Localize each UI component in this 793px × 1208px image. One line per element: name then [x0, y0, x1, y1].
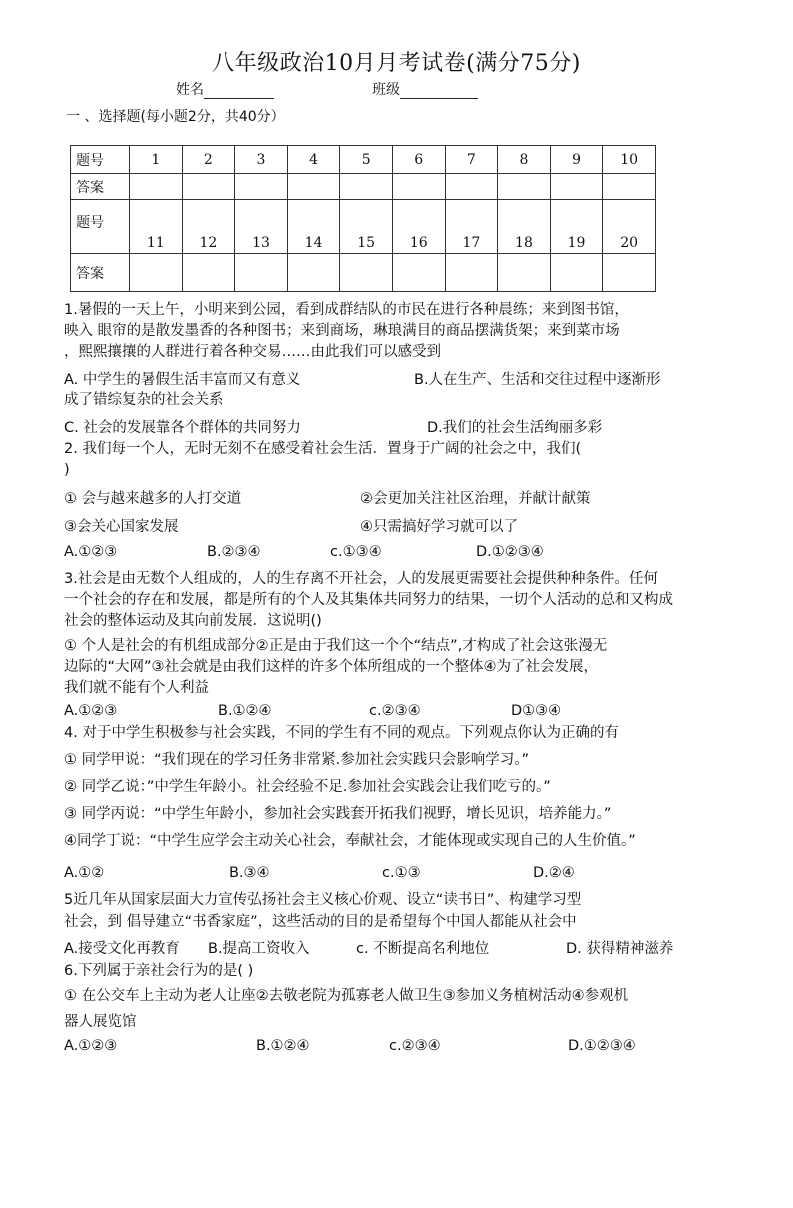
q5-option-b: B.提高工资收入 [208, 941, 310, 957]
q5-option-a: A.接受文化再教育 [64, 941, 180, 957]
question-number: 6 [392, 146, 445, 174]
q3-option-d: D①③④ [511, 703, 562, 719]
answer-cell[interactable] [130, 174, 183, 200]
q1-option-c: C. 社会的发展靠各个群体的共同努力 [64, 420, 301, 436]
q2-statement-1: ① 会与越来越多的人打交道 [64, 491, 242, 507]
q1-stem: 1.暑假的一天上午，小明来到公园，看到成群结队的市民在进行各种晨练；来到图书馆， [64, 302, 629, 318]
q1-option-d: D.我们的社会生活绚丽多彩 [427, 420, 603, 436]
name-blank[interactable] [204, 84, 274, 99]
question-number: 2 [182, 146, 235, 174]
ans-label: 答案 [71, 254, 130, 292]
q5-option-c: c. 不断提高名利地位 [356, 941, 490, 957]
answer-cell[interactable] [550, 174, 603, 200]
q3-stem: 一个社会的存在和发展，都是所有的个人及其集体共同努力的结果，一切个人活动的总和又构成 [64, 592, 673, 608]
answer-cell[interactable] [287, 254, 340, 292]
num-label: 题号 [71, 146, 130, 174]
q3-option-b: B.①②④ [218, 703, 272, 719]
q3-stem: 3.社会是由无数个人组成的，人的生存离不开社会，人的发展更需要社会提供种种条件。任何 [64, 571, 658, 587]
q3-stem: 社会的整体运动及其向前发展．这说明() [64, 613, 322, 629]
question-number: 1 [130, 146, 183, 174]
answer-cell[interactable] [235, 254, 288, 292]
q4-statement-3: ③ 同学丙说：“中学生年龄小，参加社会实践套开拓我们视野，增长见识，培养能力。” [64, 806, 612, 822]
question-number: 4 [287, 146, 340, 174]
question-number: 18 [498, 200, 551, 254]
q3-statements: ① 个人是社会的有机组成部分②正是由于我们这一个个“结点”,才构成了社会这张漫无 [64, 638, 608, 654]
ans-label: 答案 [71, 174, 130, 200]
answer-cell[interactable] [550, 254, 603, 292]
q2-option-b: B.②③④ [207, 544, 261, 560]
q1-stem: ，熙熙攘攘的人群进行着各种交易……由此我们可以感受到 [64, 344, 441, 360]
name-label: 姓名 [176, 82, 204, 98]
answer-cell[interactable] [130, 254, 183, 292]
q6-statements: ① 在公交车上主动为老人让座②去敬老院为孤寡老人做卫生③参加义务植树活动④参观机 [64, 988, 629, 1004]
q3-option-a: A.①②③ [64, 703, 118, 719]
q5-stem: 社会，到 倡导建立“书香家庭”，这些活动的目的是希望每个中国人都能从社会中 [64, 914, 577, 930]
question-number-row [71, 200, 656, 254]
question-number-row [71, 146, 656, 174]
answer-cell[interactable] [340, 254, 393, 292]
q2-option-a: A.①②③ [64, 544, 118, 560]
q3-statements: 我们就不能有个人利益 [64, 680, 209, 696]
question-number: 11 [130, 200, 183, 254]
answer-cell[interactable] [498, 254, 551, 292]
q2-stem: 2. 我们每一个人，无时无刻不在感受着社会生活．置身于广阔的社会之中，我们( [64, 441, 582, 457]
answer-cell[interactable] [287, 174, 340, 200]
section-title: 一 、选择题(每小题2分，共40分） [66, 109, 285, 125]
q6-option-a: A.①②③ [64, 1038, 118, 1054]
q2-option-c: c.①③④ [330, 544, 382, 560]
q1-option-a: A. 中学生的暑假生活丰富而又有意义 [64, 372, 301, 388]
answer-cell[interactable] [603, 174, 656, 200]
q2-statement-2: ②会更加关注社区治理，并献计献策 [360, 491, 591, 507]
q5-option-d: D. 获得精神滋养 [566, 941, 674, 957]
q4-option-c: c.①③ [382, 865, 421, 881]
class-blank[interactable] [400, 84, 478, 99]
q2-stem: ) [64, 462, 70, 478]
question-number: 20 [603, 200, 656, 254]
answer-cell[interactable] [603, 254, 656, 292]
answer-cell[interactable] [182, 254, 235, 292]
answer-cell[interactable] [392, 254, 445, 292]
q1-stem: 映入 眼帘的是散发墨香的各种图书；来到商场，琳琅满目的商品摆满货架；来到菜市场 [64, 323, 620, 339]
question-number: 7 [445, 146, 498, 174]
num-label: 题号 [71, 200, 130, 254]
q4-stem: 4. 对于中学生积极参与社会实践，不同的学生有不同的观点。下列观点你认为正确的有 [64, 725, 619, 741]
q3-option-c: c.②③④ [369, 703, 421, 719]
question-number: 3 [235, 146, 288, 174]
q6-statements: 器人展览馆 [64, 1014, 137, 1030]
q6-option-b: B.①②④ [256, 1038, 310, 1054]
question-number: 14 [287, 200, 340, 254]
question-number: 16 [392, 200, 445, 254]
question-number: 15 [340, 200, 393, 254]
q2-statement-4: ④只需搞好学习就可以了 [360, 519, 518, 535]
class-field [372, 79, 478, 99]
question-number: 10 [603, 146, 656, 174]
answer-cell[interactable] [235, 174, 288, 200]
q2-option-d: D.①②③④ [476, 544, 544, 560]
answer-row [71, 174, 656, 200]
q4-statement-4: ④同学丁说：“中学生应学会主动关心社会，奉献社会，才能体现或实现自己的人生价值。” [64, 833, 636, 849]
q5-stem: 5近几年从国家层面大力宣传弘扬社会主义核心价观、设立“读书日”、构建学习型 [64, 892, 582, 908]
answer-cell[interactable] [182, 174, 235, 200]
q6-option-c: c.②③④ [389, 1038, 441, 1054]
answer-cell[interactable] [445, 254, 498, 292]
page-title: 八年级政治10月月考试卷(满分75分) [212, 51, 581, 76]
q2-statement-3: ③会关心国家发展 [64, 519, 179, 535]
answer-cell[interactable] [340, 174, 393, 200]
answer-row [71, 254, 656, 292]
question-number: 17 [445, 200, 498, 254]
q1-option-b-cont: 成了错综复杂的社会关系 [64, 392, 224, 408]
q6-stem: 6.下列属于亲社会行为的是( ) [64, 963, 254, 979]
answer-table [70, 145, 656, 292]
q3-statements: 边际的“大网”③社会就是由我们这样的许多个体所组成的一个整体④为了社会发展， [64, 659, 599, 675]
answer-cell[interactable] [498, 174, 551, 200]
question-number: 19 [550, 200, 603, 254]
q1-option-b: B.人在生产、生活和交往过程中逐渐形 [414, 372, 661, 388]
name-field [176, 79, 274, 99]
q4-option-a: A.①② [64, 865, 105, 881]
q4-statement-2: ② 同学乙说：”中学生年龄小。社会经验不足.参加社会实践会让我们吃亏的。” [64, 779, 551, 795]
q4-option-b: B.③④ [229, 865, 270, 881]
question-number: 5 [340, 146, 393, 174]
q6-option-d: D.①②③④ [568, 1038, 636, 1054]
q4-option-d: D.②④ [533, 865, 575, 881]
q4-statement-1: ① 同学甲说：“我们现在的学习任务非常紧.参加社会实践只会影响学习。” [64, 752, 529, 768]
answer-cell[interactable] [445, 174, 498, 200]
question-number: 12 [182, 200, 235, 254]
question-number: 8 [498, 146, 551, 174]
question-number: 9 [550, 146, 603, 174]
answer-cell[interactable] [392, 174, 445, 200]
class-label: 班级 [372, 82, 400, 98]
question-number: 13 [235, 200, 288, 254]
